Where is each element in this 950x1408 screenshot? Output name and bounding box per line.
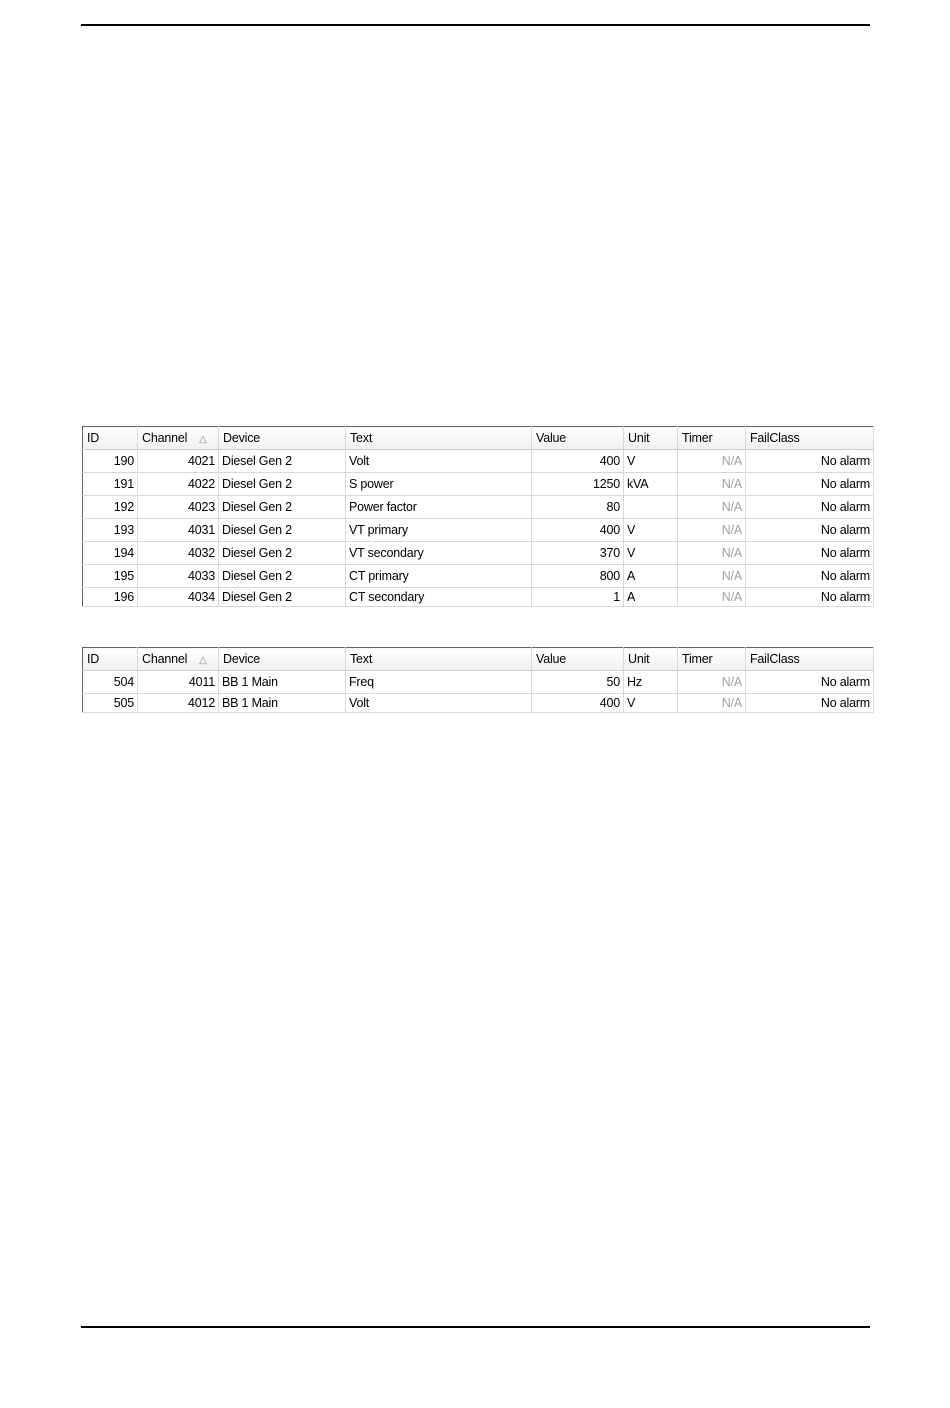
cell-id: 505 xyxy=(83,694,138,713)
cell-text[interactable]: CT primary xyxy=(346,565,532,588)
column-header-channel[interactable] xyxy=(138,427,219,450)
column-header-label: Timer xyxy=(682,652,713,666)
cell-value[interactable]: 800 xyxy=(532,565,624,588)
cell-text[interactable]: VT secondary xyxy=(346,542,532,565)
cell-timer: N/A xyxy=(678,671,746,694)
cell-failclass[interactable]: No alarm xyxy=(746,588,874,607)
column-header-label: ID xyxy=(87,431,100,445)
cell-failclass[interactable]: No alarm xyxy=(746,694,874,713)
grid-header-row xyxy=(83,648,874,671)
column-header-label: Value xyxy=(536,431,567,445)
cell-id: 190 xyxy=(83,450,138,473)
cell-value[interactable]: 50 xyxy=(532,671,624,694)
cell-id: 196 xyxy=(83,588,138,607)
cell-device: Diesel Gen 2 xyxy=(219,588,346,607)
column-header-text[interactable] xyxy=(346,427,532,450)
cell-id: 192 xyxy=(83,496,138,519)
cell-unit: V xyxy=(624,450,678,473)
column-header-device[interactable] xyxy=(219,648,346,671)
cell-timer: N/A xyxy=(678,542,746,565)
column-header-label: FailClass xyxy=(750,652,800,666)
column-header-label: Timer xyxy=(682,431,713,445)
cell-text[interactable]: Volt xyxy=(346,694,532,713)
cell-device: Diesel Gen 2 xyxy=(219,542,346,565)
parameter-grid-diesel-gen-2 xyxy=(82,426,874,607)
cell-device: Diesel Gen 2 xyxy=(219,450,346,473)
column-header-id[interactable] xyxy=(83,648,138,671)
cell-value[interactable]: 1250 xyxy=(532,473,624,496)
footer-rule xyxy=(81,1326,870,1328)
column-header-label: Text xyxy=(350,431,373,445)
column-header-label: Unit xyxy=(628,652,650,666)
column-header-id[interactable] xyxy=(83,427,138,450)
cell-channel: 4021 xyxy=(138,450,219,473)
column-header-value[interactable] xyxy=(532,648,624,671)
cell-failclass[interactable]: No alarm xyxy=(746,473,874,496)
cell-device: Diesel Gen 2 xyxy=(219,496,346,519)
cell-channel: 4032 xyxy=(138,542,219,565)
column-header-label: Device xyxy=(223,431,261,445)
cell-unit: A xyxy=(624,588,678,607)
cell-failclass[interactable]: No alarm xyxy=(746,671,874,694)
cell-unit: V xyxy=(624,519,678,542)
table-row[interactable] xyxy=(83,519,874,542)
cell-id: 195 xyxy=(83,565,138,588)
cell-id: 504 xyxy=(83,671,138,694)
cell-timer: N/A xyxy=(678,450,746,473)
column-header-failclass[interactable] xyxy=(746,427,874,450)
cell-channel: 4012 xyxy=(138,694,219,713)
column-header-unit[interactable] xyxy=(624,427,678,450)
table-row[interactable] xyxy=(83,565,874,588)
cell-timer: N/A xyxy=(678,588,746,607)
cell-timer: N/A xyxy=(678,473,746,496)
grid-header-row xyxy=(83,427,874,450)
sort-ascending-icon: △ xyxy=(199,434,207,445)
cell-channel: 4033 xyxy=(138,565,219,588)
column-header-label: FailClass xyxy=(750,431,800,445)
column-header-label: Channel xyxy=(142,431,188,445)
cell-unit: V xyxy=(624,542,678,565)
parameter-grid-bb-1-main xyxy=(82,647,874,713)
cell-value[interactable]: 1 xyxy=(532,588,624,607)
cell-id: 194 xyxy=(83,542,138,565)
column-header-timer[interactable] xyxy=(678,648,746,671)
cell-unit: A xyxy=(624,565,678,588)
cell-channel: 4022 xyxy=(138,473,219,496)
cell-text[interactable]: Power factor xyxy=(346,496,532,519)
cell-unit xyxy=(624,496,678,519)
cell-value[interactable]: 80 xyxy=(532,496,624,519)
cell-value[interactable]: 370 xyxy=(532,542,624,565)
table-row[interactable] xyxy=(83,496,874,519)
sort-ascending-icon: △ xyxy=(199,655,207,666)
column-header-label: Channel xyxy=(142,652,188,666)
cell-timer: N/A xyxy=(678,519,746,542)
column-header-device[interactable] xyxy=(219,427,346,450)
cell-channel: 4023 xyxy=(138,496,219,519)
column-header-label: ID xyxy=(87,652,100,666)
cell-timer: N/A xyxy=(678,694,746,713)
cell-failclass[interactable]: No alarm xyxy=(746,542,874,565)
cell-text[interactable]: VT primary xyxy=(346,519,532,542)
column-header-value[interactable] xyxy=(532,427,624,450)
cell-failclass[interactable]: No alarm xyxy=(746,519,874,542)
cell-device: Diesel Gen 2 xyxy=(219,565,346,588)
cell-text[interactable]: Volt xyxy=(346,450,532,473)
cell-failclass[interactable]: No alarm xyxy=(746,496,874,519)
cell-text[interactable]: S power xyxy=(346,473,532,496)
cell-device: BB 1 Main xyxy=(219,694,346,713)
column-header-failclass[interactable] xyxy=(746,648,874,671)
cell-timer: N/A xyxy=(678,565,746,588)
cell-unit: kVA xyxy=(624,473,678,496)
cell-text[interactable]: Freq xyxy=(346,671,532,694)
table-row[interactable] xyxy=(83,588,874,607)
cell-unit: Hz xyxy=(624,671,678,694)
cell-failclass[interactable]: No alarm xyxy=(746,565,874,588)
cell-timer: N/A xyxy=(678,496,746,519)
column-header-timer[interactable] xyxy=(678,427,746,450)
table-row[interactable] xyxy=(83,694,874,713)
cell-value[interactable]: 400 xyxy=(532,519,624,542)
cell-device: Diesel Gen 2 xyxy=(219,519,346,542)
table-row[interactable] xyxy=(83,542,874,565)
column-header-text[interactable] xyxy=(346,648,532,671)
table-row[interactable] xyxy=(83,450,874,473)
column-header-label: Unit xyxy=(628,431,650,445)
table-row[interactable] xyxy=(83,671,874,694)
cell-text[interactable]: CT secondary xyxy=(346,588,532,607)
cell-unit: V xyxy=(624,694,678,713)
table-row[interactable] xyxy=(83,473,874,496)
cell-channel: 4011 xyxy=(138,671,219,694)
cell-channel: 4034 xyxy=(138,588,219,607)
column-header-channel[interactable] xyxy=(138,648,219,671)
cell-channel: 4031 xyxy=(138,519,219,542)
column-header-label: Value xyxy=(536,652,567,666)
cell-id: 191 xyxy=(83,473,138,496)
cell-value[interactable]: 400 xyxy=(532,694,624,713)
cell-device: Diesel Gen 2 xyxy=(219,473,346,496)
cell-value[interactable]: 400 xyxy=(532,450,624,473)
cell-id: 193 xyxy=(83,519,138,542)
cell-device: BB 1 Main xyxy=(219,671,346,694)
column-header-label: Device xyxy=(223,652,261,666)
column-header-label: Text xyxy=(350,652,373,666)
header-rule xyxy=(81,24,870,26)
cell-failclass[interactable]: No alarm xyxy=(746,450,874,473)
column-header-unit[interactable] xyxy=(624,648,678,671)
